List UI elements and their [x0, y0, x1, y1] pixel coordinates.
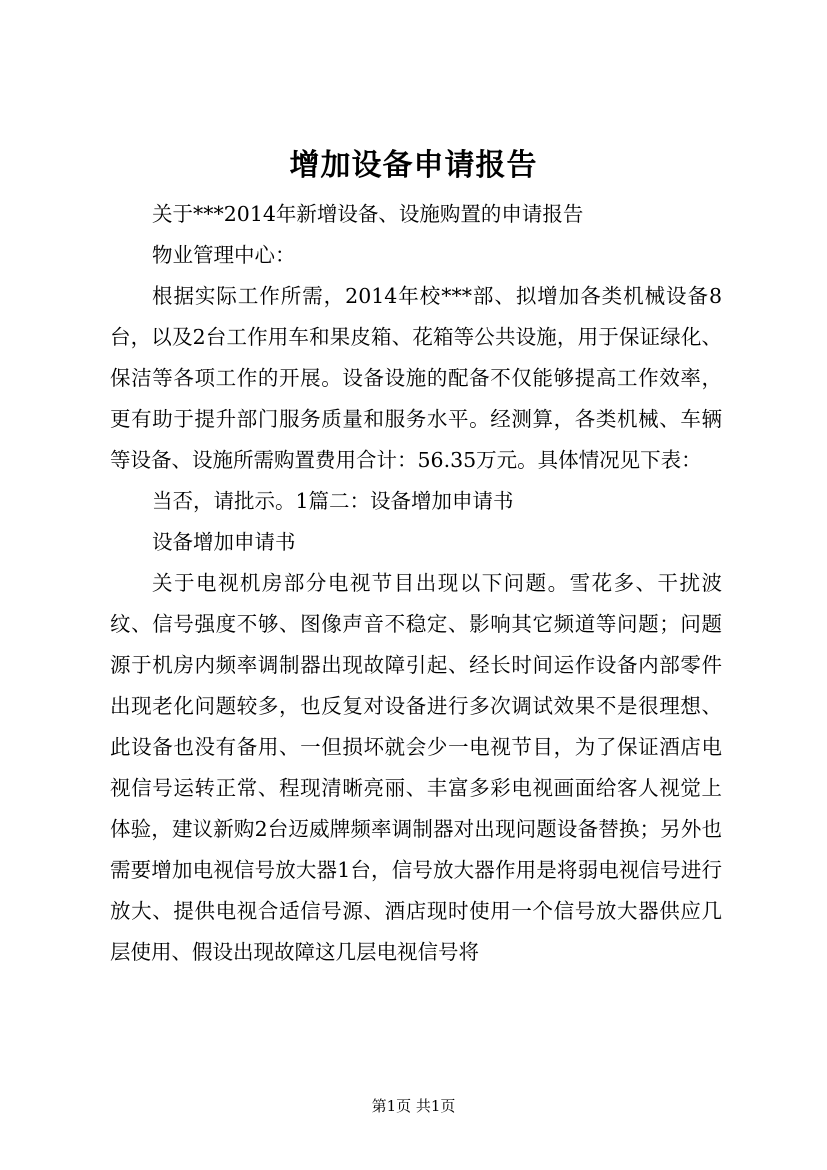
paragraph-addressee: 物业管理中心：: [152, 243, 296, 267]
paragraph-section-heading: 设备增加申请书: [152, 530, 296, 554]
page-footer: 第1页 共1页: [371, 1097, 456, 1115]
document-body: [110, 194, 722, 973]
paragraph-subject: 关于***2014年新增设备、设施购置的申请报告: [152, 202, 584, 226]
document-title: 增加设备申请报告: [289, 148, 538, 183]
paragraph-approval: 当否，请批示。1篇二：设备增加申请书: [152, 489, 514, 513]
paragraph-tv-equipment: 关于电视机房部分电视节目出现以下问题。雪花多、干扰波纹、信号强度不够、图像声音不稳定、影响其它频道等问题；问题源于机房内频率调制器出现故障引起、经长时间运作设备内部零件出现老化问题较多，也反复对设备进行多次调试效果不是很理想、此设备也没有备用、一但损坏就会少一电视节目，为了保证酒店电视信号运转正常、程现清晰亮丽、丰富多彩电视画面给客人视觉上体验，建议新购2台迈威牌频率调制器对出现问题设备替换；另外也需要增加电视信号放大器1台，信号放大器作用是将弱电视信号进行放大、提供电视合适信号源、酒店现时使用一个信号放大器供应几层使用、假设出现故障这几层电视信号将: [110, 571, 722, 964]
paragraph-request-details: 根据实际工作所需，2014年校***部、拟增加各类机械设备8台，以及2台工作用车和果皮箱、花箱等公共设施，用于保证绿化、保洁等各项工作的开展。设备设施的配备不仅能够提高工作效率，更有助于提升部门服务质量和服务水平。经测算，各类机械、车辆等设备、设施所需购置费用合计：56.35万元。具体情况见下表：: [110, 284, 722, 472]
